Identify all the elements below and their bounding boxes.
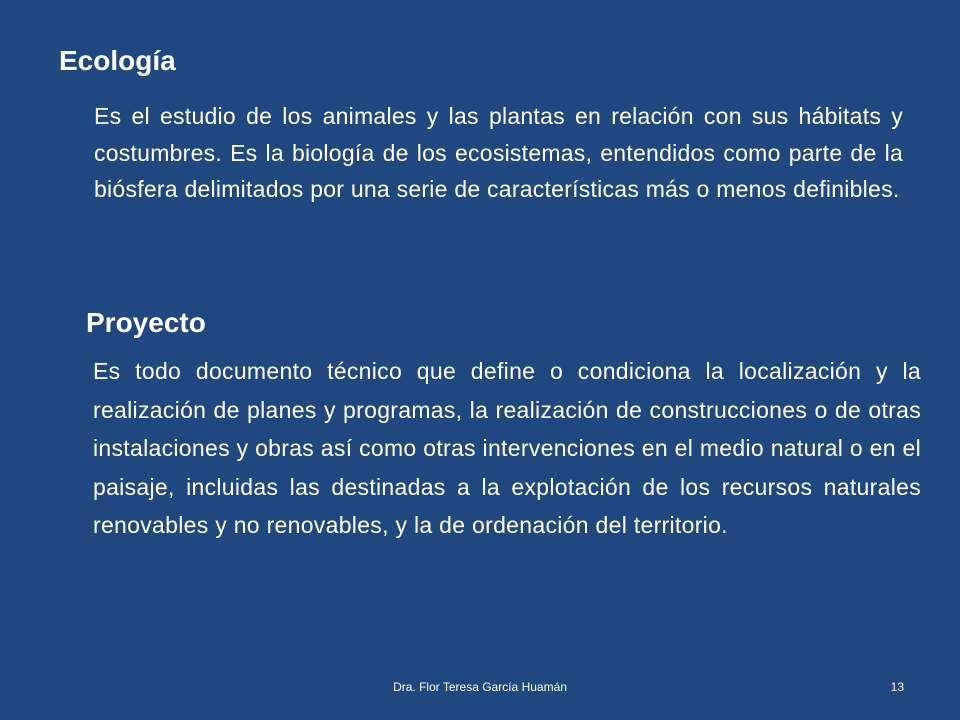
section-body-ecologia: Es el estudio de los animales y las plantas en relación con sus hábitats y costumbres. Es la biología de los ecosistemas, entendidos como parte de la biósfera delimitados por una serie de características más o menos definibles. [94,103,903,202]
section-heading-ecologia: Ecología [59,45,176,76]
footer-author: Dra. Flor Teresa García Huamán [393,680,567,694]
footer-page-number: 13 [890,680,904,694]
section-body-proyecto: Es todo documento técnico que define o condiciona la localización y la realización de planes y programas, la realización de construcciones o de otras instalaciones y obras así como otras intervenciones en el medio natural o en el paisaje, incluidas las destinadas a la explotación de los recursos naturales renovables y no renovables, y la de ordenación del territorio. [93,358,921,539]
section-heading-proyecto: Proyecto [86,307,206,338]
